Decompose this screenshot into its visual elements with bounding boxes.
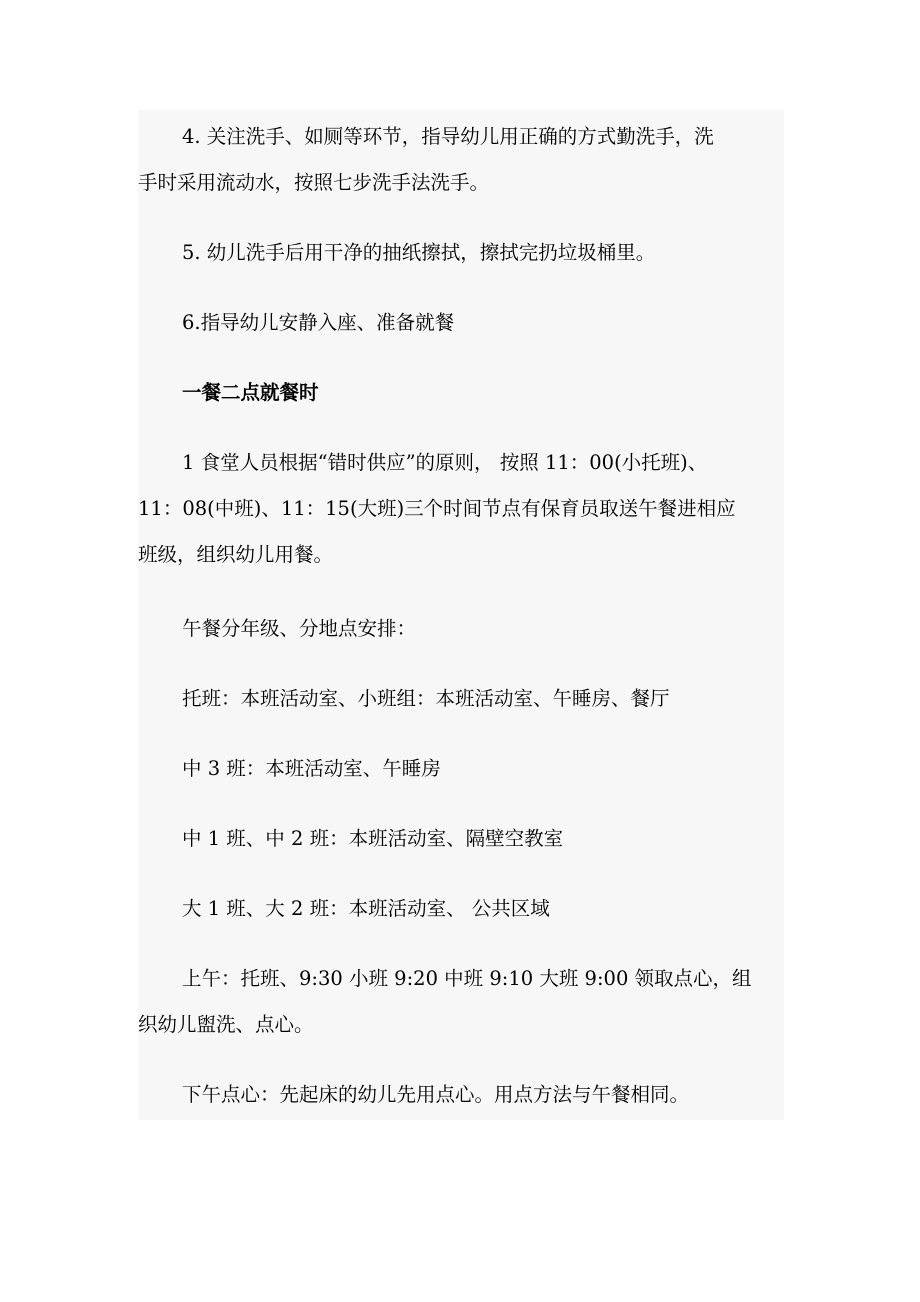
paragraph-meal-schedule: [138, 440, 784, 578]
paragraph-line: 4. 关注洗手、如厕等环节，指导幼儿用正确的方式勤洗手，洗: [182, 125, 714, 148]
paragraph-middle12-location: [138, 816, 784, 862]
paragraph-line: 11：08(中班)、11：15(大班)三个时间节点有保育员取送午餐进相应: [138, 497, 736, 520]
paragraph-line: 1 食堂人员根据“错时供应”的原则， 按照 11：00(小托班)、: [182, 451, 708, 474]
paragraph-line: 托班：本班活动室、小班组：本班活动室、午睡房、餐厅: [182, 687, 670, 710]
section-heading: [138, 370, 784, 416]
paragraph-handwashing: [138, 114, 784, 206]
paragraph-nursery-location: [138, 676, 784, 722]
paragraph-line: 中 1 班、中 2 班：本班活动室、隔壁空教室: [182, 827, 564, 850]
paragraph-line: 6.指导幼儿安静入座、准备就餐: [182, 311, 455, 334]
paragraph-line: 手时采用流动水，按照七步洗手法洗手。: [138, 171, 490, 194]
heading-text: 一餐二点就餐时: [182, 381, 319, 404]
paragraph-line: 上午：托班、9:30 小班 9:20 中班 9:10 大班 9:00 领取点心，组: [182, 967, 752, 990]
paragraph-line: 下午点心：先起床的幼儿先用点心。用点方法与午餐相同。: [182, 1083, 690, 1106]
paragraph-lunch-arrangement: [138, 606, 784, 652]
paragraph-drying: [138, 230, 784, 276]
paragraph-morning-snack: [138, 956, 784, 1048]
paragraph-line: 5. 幼儿洗手后用干净的抽纸擦拭，擦拭完扔垃圾桶里。: [182, 241, 656, 264]
paragraph-line: 织幼儿盥洗、点心。: [138, 1013, 314, 1036]
paragraph-line: 班级，组织幼儿用餐。: [138, 543, 334, 566]
paragraph-line: 大 1 班、大 2 班：本班活动室、 公共区域: [182, 897, 550, 920]
paragraph-line: 中 3 班：本班活动室、午睡房: [182, 757, 441, 780]
paragraph-middle3-location: [138, 746, 784, 792]
paragraph-afternoon-snack: [138, 1072, 784, 1118]
paragraph-seating: [138, 300, 784, 346]
paragraph-line: 午餐分年级、分地点安排：: [182, 617, 417, 640]
paragraph-senior-location: [138, 886, 784, 932]
document-body: [138, 110, 784, 1120]
